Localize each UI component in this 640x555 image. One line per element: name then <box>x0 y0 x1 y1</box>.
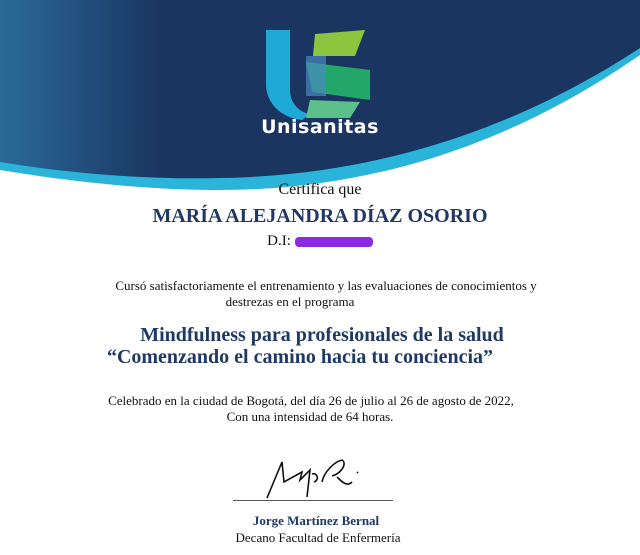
hours-line: Con una intensidad de 64 horas. <box>226 409 394 424</box>
signer-name: Jorge Martínez Bernal <box>252 513 380 528</box>
dates-line: Celebrado en la ciudad de Bogotá, del día 26 de julio al 26 de agosto de 2022, <box>108 393 514 408</box>
id-label: D.I: <box>267 233 291 249</box>
header-banner <box>0 0 640 200</box>
signature <box>262 452 372 502</box>
id-row <box>0 233 640 250</box>
id-redacted <box>295 237 373 247</box>
signer-title: Decano Facultad de Enfermería <box>235 530 401 545</box>
brand-name: Unisanitas <box>261 116 379 138</box>
signature-line <box>233 500 393 501</box>
unisanitas-logo <box>266 30 370 120</box>
certifica-label: Certifica que <box>278 181 362 198</box>
body-line-1: Cursó satisfactoriamente el entrenamiento y las evaluaciones de conocimientos y <box>115 278 537 293</box>
program-subtitle: “Comenzando el camino hacia tu conciencia” <box>106 346 494 368</box>
recipient-name: MARÍA ALEJANDRA DÍAZ OSORIO <box>152 205 488 227</box>
program-title: Mindfulness para profesionales de la salud <box>140 324 504 346</box>
body-line-2: destrezas en el programa <box>225 294 355 309</box>
